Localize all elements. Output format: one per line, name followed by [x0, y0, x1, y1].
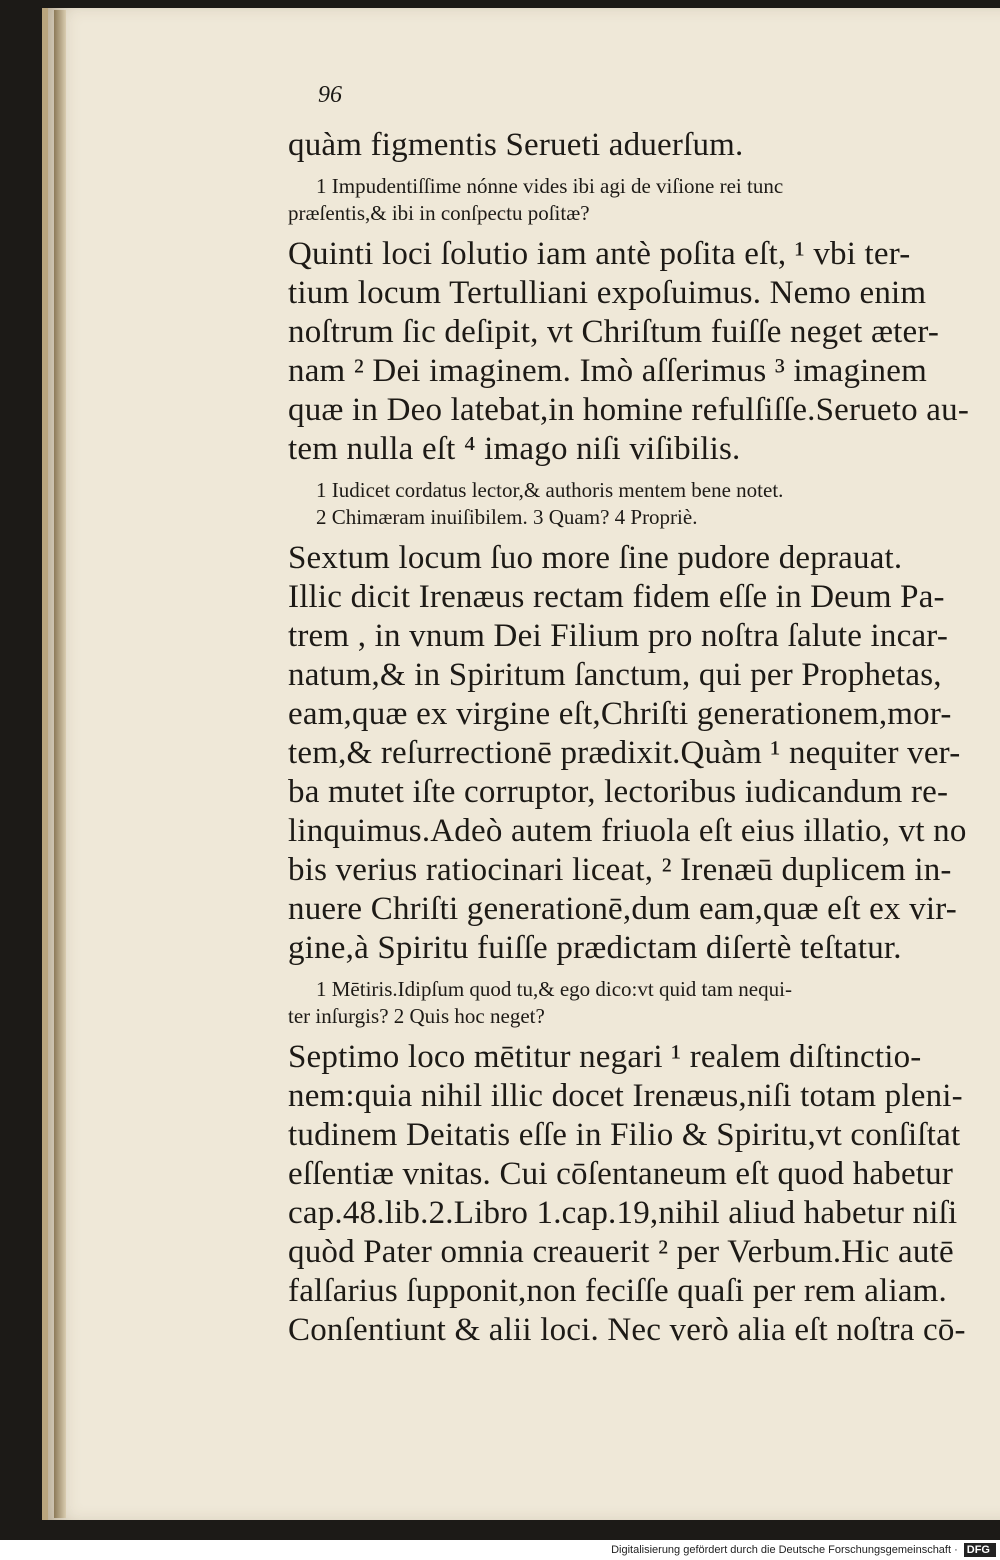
block-gap: [288, 227, 958, 235]
footnote-line: præſentis,& ibi in conſpectu poſitæ?: [288, 201, 590, 225]
body-text-line: quòd Pater omnia creauerit ² per Verbum.Hic autē: [288, 1234, 954, 1270]
body-text-line: quàm figmentis Serueti aduerſum.: [288, 127, 744, 163]
body-text-line: noſtrum ſic deſipit, vt Chriſtum fuiſſe neget æter-: [288, 314, 940, 350]
block-gap: [288, 165, 958, 173]
footnote-line: ter inſurgis? 2 Quis hoc neget?: [288, 1004, 545, 1028]
footnote-line: 1 Iudicet cordatus lector,& authoris mentem bene notet.: [316, 478, 784, 502]
body-text-line: Sextum locum ſuo more ſine pudore deprauat.: [288, 540, 903, 576]
block-gap: [288, 469, 958, 477]
body-text-line: cap.48.lib.2.Libro 1.cap.19,nihil aliud habetur niſi: [288, 1195, 958, 1231]
text-lines: [288, 126, 970, 1350]
page-text-block: [288, 82, 970, 1350]
footnote-line: 2 Chimæram inuiſibilem. 3 Quam? 4 Propriè.: [316, 505, 698, 529]
page-number: 96: [318, 82, 342, 108]
body-text-line: Conſentiunt & alii loci. Nec verò alia eſt noſtra cō-: [288, 1312, 966, 1348]
body-text-line: trem , in vnum Dei Filium pro noſtra ſalute incar-: [288, 618, 949, 654]
footer-credit: Digitalisierung gefördert durch die Deutsche Forschungsgemeinschaft ·: [611, 1544, 958, 1556]
body-text-line: ba mutet iſte corruptor, lectoribus iudicandum re-: [288, 774, 949, 810]
body-text-line: Quinti loci ſolutio iam antè poſita eſt, ¹ vbi ter-: [288, 236, 911, 272]
body-text-line: nem:quia nihil illic docet Irenæus,niſi totam pleni-: [288, 1078, 963, 1114]
body-text-line: eam,quæ ex virgine eſt,Chriſti generationem,mor-: [288, 696, 952, 732]
body-text-line: tudinem Deitatis eſſe in Filio & Spiritu,vt conſiſtat: [288, 1117, 961, 1153]
digitization-footer: [0, 1540, 1000, 1560]
body-text-line: eſſentiæ vnitas. Cui cōſentaneum eſt quod habetur: [288, 1156, 954, 1192]
body-text-line: gine,à Spiritu fuiſſe prædictam diſertè teſtatur.: [288, 930, 902, 966]
body-text-line: falſarius ſupponit,non feciſſe quaſi per rem aliam.: [288, 1273, 947, 1309]
body-text-line: bis verius ratiocinari liceat, ² Irenæū duplicem in-: [288, 852, 952, 888]
body-text-line: nam ² Dei imaginem. Imò aſſerimus ³ imaginem: [288, 353, 927, 389]
body-text-line: linquimus.Adeò autem friuola eſt eius illatio, vt no: [288, 813, 967, 849]
page-gutter-edge: [54, 10, 66, 1518]
body-text-line: quæ in Deo latebat,in homine refulſiſſe.Serueto au-: [288, 392, 970, 428]
block-gap: [288, 1030, 958, 1038]
body-text-line: natum,& in Spiritum ſanctum, qui per Prophetas,: [288, 657, 942, 693]
body-text-line: Illic dicit Irenæus rectam fidem eſſe in Deum Pa-: [288, 579, 945, 615]
body-text-line: tium locum Tertulliani expoſuimus. Nemo enim: [288, 275, 927, 311]
body-text-line: Septimo loco mētitur negari ¹ realem diſtinctio-: [288, 1039, 922, 1075]
body-text-line: tem,& reſurrectionē prædixit.Quàm ¹ nequiter ver-: [288, 735, 961, 771]
dfg-logo: DFG: [964, 1543, 996, 1557]
body-text-line: nuere Chriſti generationē,dum eam,quæ eſt ex vir-: [288, 891, 957, 927]
block-gap: [288, 968, 958, 976]
footnote-line: 1 Impudentiſſime nónne vides ibi agi de viſione rei tunc: [316, 174, 784, 198]
body-text-line: tem nulla eſt ⁴ imago niſi viſibilis.: [288, 431, 741, 467]
footnote-line: 1 Mētiris.Idipſum quod tu,& ego dico:vt quid tam nequi-: [316, 977, 792, 1001]
block-gap: [288, 531, 958, 539]
